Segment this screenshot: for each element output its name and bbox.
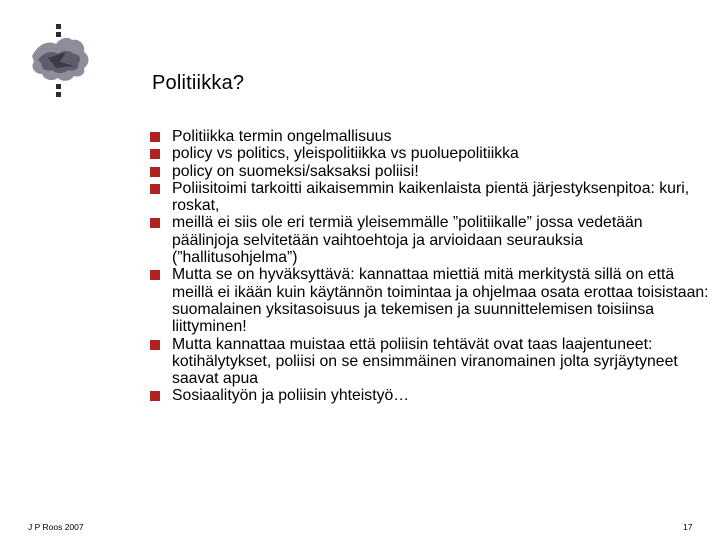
bullet-text: Sosiaalityön ja poliisin yhteistyö… (172, 387, 410, 405)
bullet-text: meillä ei siis ole eri termiä yleisemmälle ”politiikalle” jossa vedetään päälinjoja selvitetään vaihtoehtoja ja arvioidaan seurauksia (”hallitusohjelma”) (172, 214, 643, 267)
bullet-item (150, 145, 710, 162)
bullet-text: Mutta se on hyväksyttävä: kannattaa miettiä mitä merkitystä sillä on että meillä ei ikään kuin käytännön toimintaa ja ohjelmaa osata erottaa toisistaan: suomalainen yksitasoisuus ja tekemisen ja suunnittelemisen toisiinsa liittyminen! (172, 266, 709, 336)
bullet-item (150, 163, 710, 180)
university-logo-icon (22, 22, 94, 100)
square-bullet-icon (150, 340, 160, 350)
square-bullet-icon (150, 167, 160, 177)
bullet-list (150, 128, 710, 405)
bullet-item (150, 387, 710, 404)
square-bullet-icon (150, 184, 160, 194)
square-bullet-icon (150, 132, 160, 142)
slide-title: Politiikka? (152, 72, 245, 94)
page-number: 17 (683, 522, 693, 532)
bullet-item (150, 266, 710, 335)
bullet-text: Poliisitoimi tarkoitti aikaisemmin kaikenlaista pientä järjestyksenpitoa: kuri, roskat, (172, 179, 690, 215)
bullet-text: Mutta kannattaa muistaa että poliisin tehtävät ovat taas laajentuneet: kotihälytykset, poliisi on se ensimmäinen viranomainen jolta syrjäytyneet saavat apua (172, 335, 678, 388)
bullet-item (150, 336, 710, 388)
footer-author: J P Roos 2007 (28, 522, 84, 532)
bullet-text: policy vs politics, yleispolitiikka vs puoluepolitiikka (172, 145, 519, 163)
bullet-item (150, 214, 710, 266)
bullet-item (150, 128, 710, 145)
bullet-item (150, 180, 710, 215)
square-bullet-icon (150, 391, 160, 401)
square-bullet-icon (150, 218, 160, 228)
square-bullet-icon (150, 149, 160, 159)
bullet-text: policy on suomeksi/saksaksi poliisi! (172, 162, 419, 180)
bullet-text: Politiikka termin ongelmallisuus (172, 128, 392, 145)
square-bullet-icon (150, 270, 160, 280)
